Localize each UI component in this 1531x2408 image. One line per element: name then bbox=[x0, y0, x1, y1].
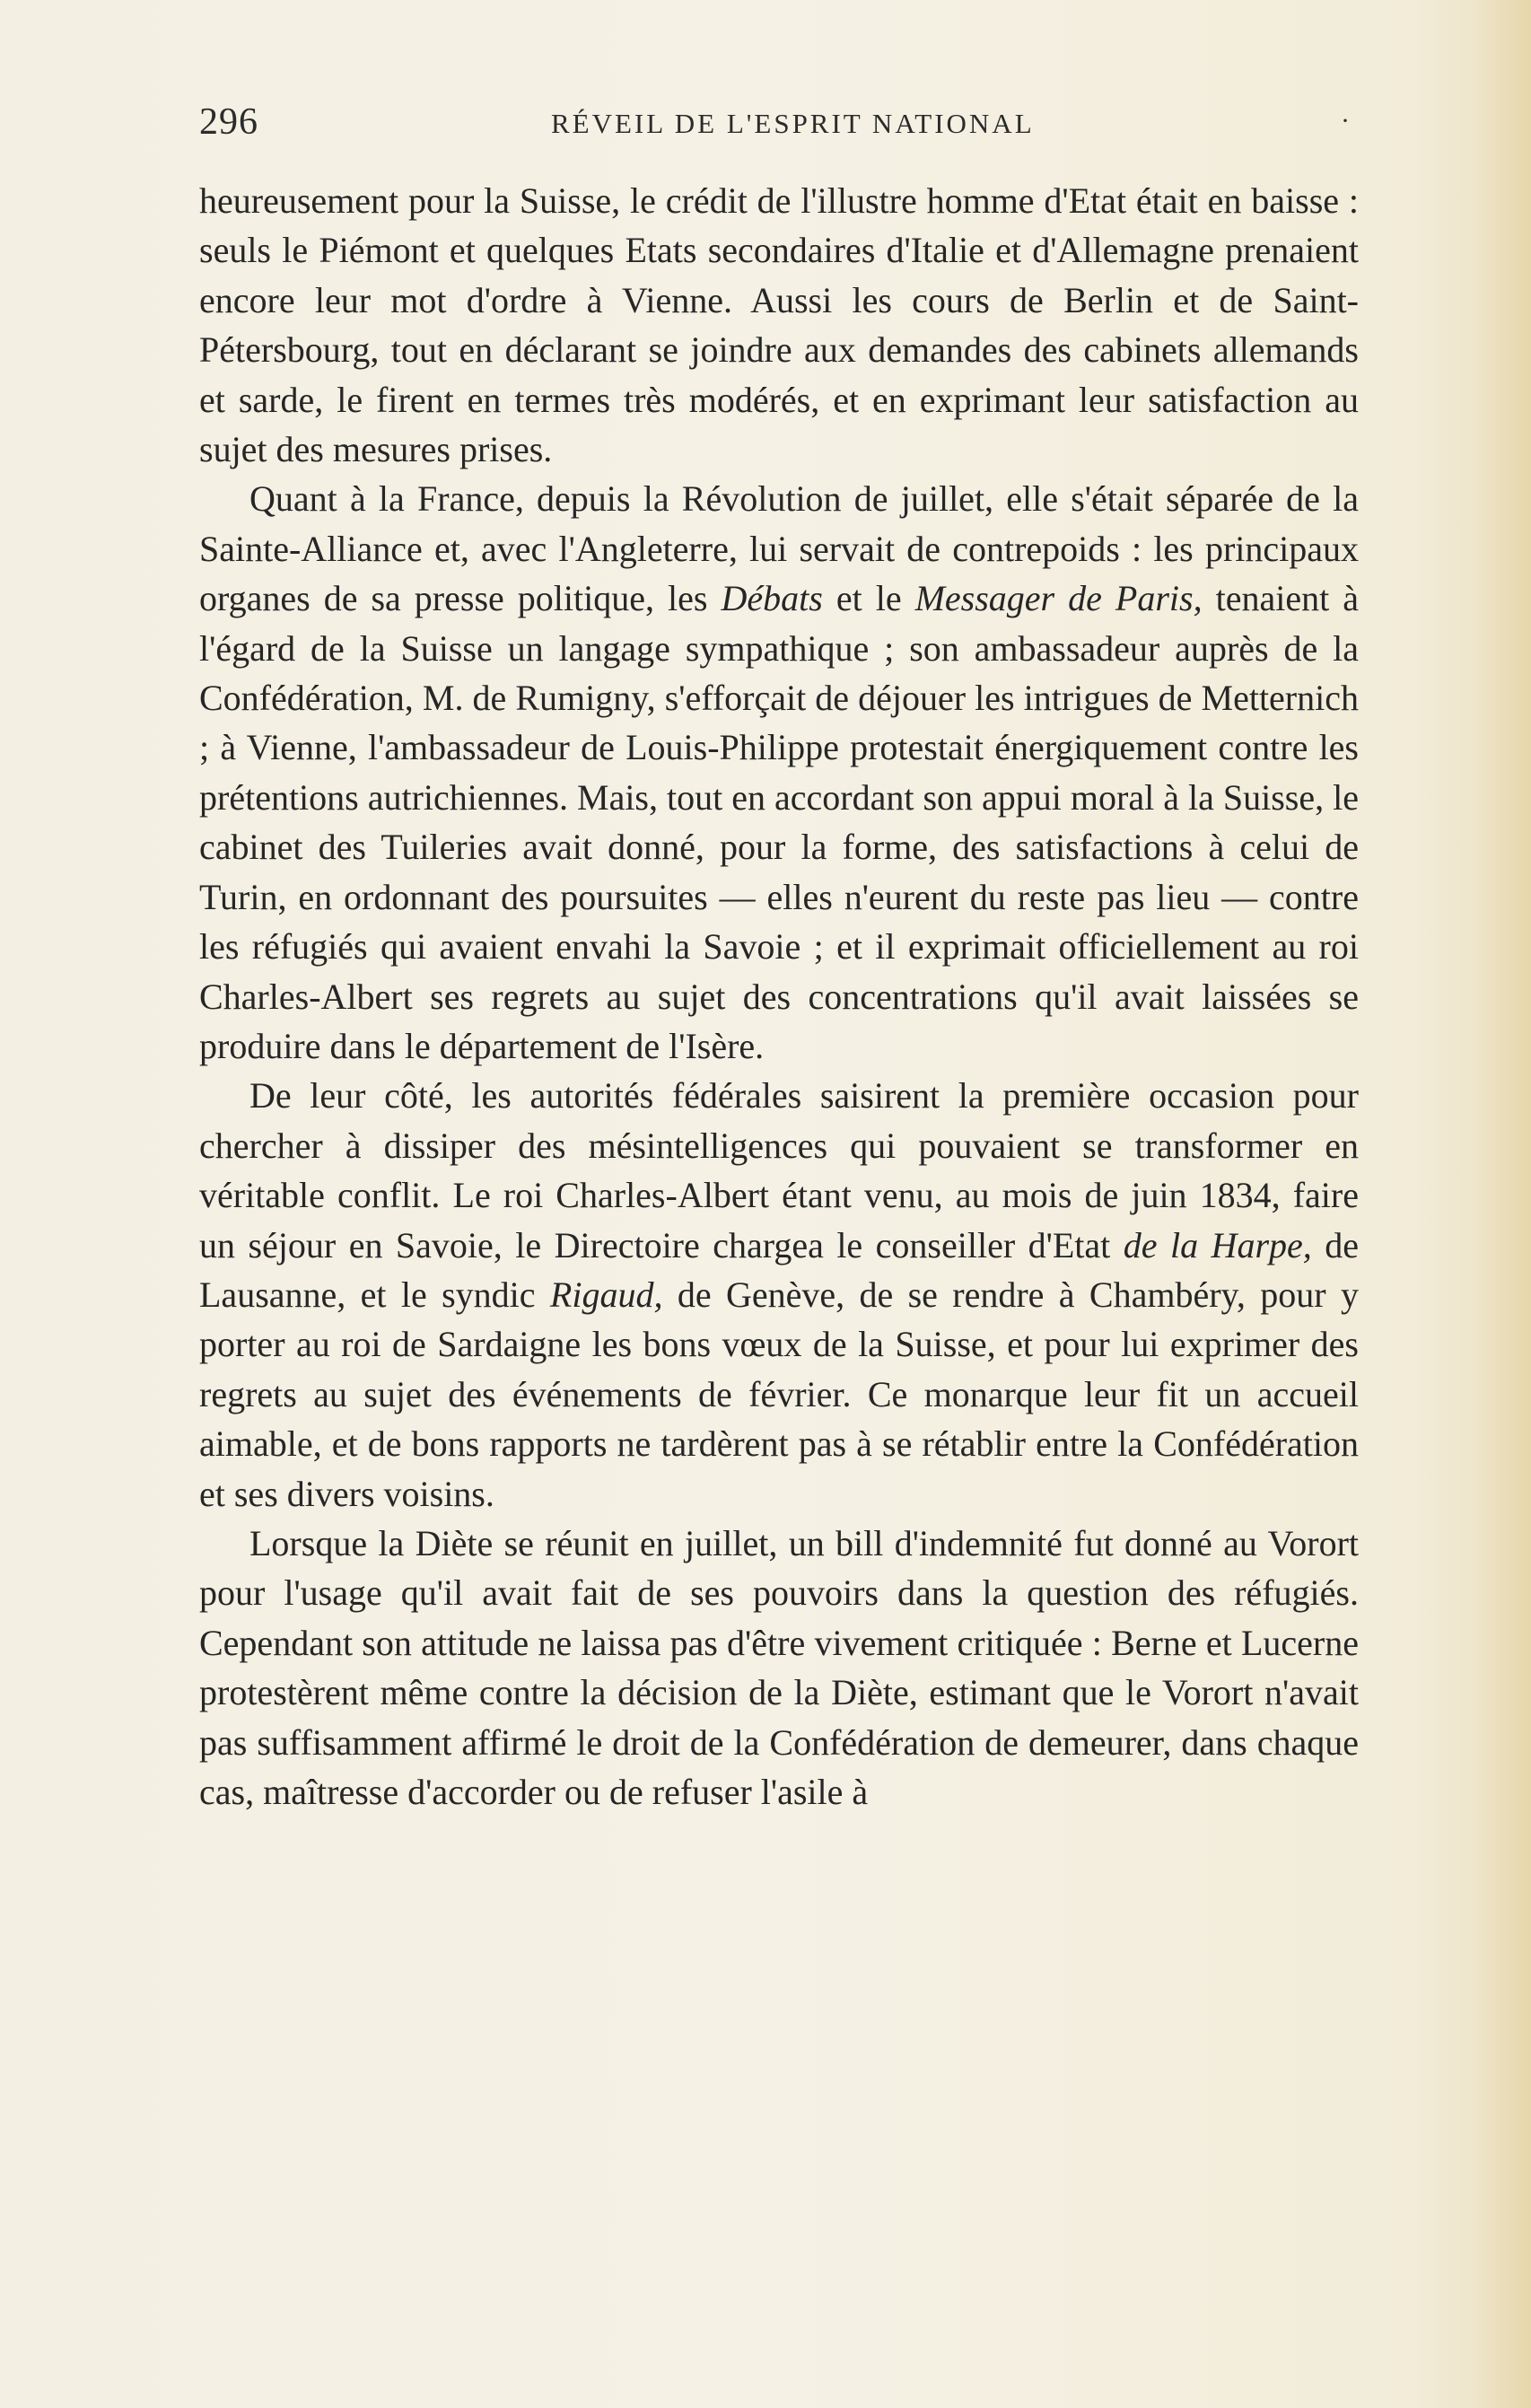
paragraph-2-text-b: et le bbox=[822, 578, 915, 619]
paragraph-1-text: heureusement pour la Suisse, le crédit de l'illustre homme d'Etat était en baisse : seuls le Piémont et quelques Etats secondaires d'Italie et d'Allemagne prenaient encore leur mot d'ordre à Vienne. Aussi les cours de Berlin et de Saint-Pétersbourg, tout en déclarant se joindre aux demandes des cabinets allemands et sarde, le firent en termes très modérés, et en exprimant leur satisfaction au sujet des mesures prises. bbox=[199, 180, 1359, 470]
running-header bbox=[199, 101, 1359, 154]
paragraph-3-text-b: de Lausanne, et le syndic bbox=[199, 1224, 1359, 1315]
paragraph-4 bbox=[199, 1519, 1359, 1817]
paragraph-4-text: Lorsque la Diète se réunit en juillet, un bill d'indemnité fut donné au Vorort pour l'usage qu'il avait fait de ses pouvoirs dans la question des réfugiés. Cependant son attitude ne laissa pas d'être vivement critiquée : Berne et Lucerne protestèrent même contre la décision de la Diète, estimant que le Vorort n'avait pas suffisamment affirmé le droit de la Confédération de demeurer, dans chaque cas, maîtresse d'accorder ou de refuser l'asile à bbox=[199, 1522, 1359, 1812]
italic-messager-de-paris: Messager de Paris, bbox=[914, 578, 1203, 619]
paragraph-2 bbox=[199, 474, 1359, 1071]
paragraph-3-text-c: de Genève, de se rendre à Chambéry, pour y porter au roi de Sardaigne les bons vœux de la Suisse, et pour lui exprimer des regrets au sujet des événements de février. Ce monarque leur fit un accueil aimable, et de bons rapports ne tardèrent pas à se rétablir entre la Confédération et ses divers voisins. bbox=[199, 1274, 1359, 1514]
page-edge-stain bbox=[1477, 0, 1531, 2408]
italic-de-la-harpe: de la Harpe, bbox=[1123, 1224, 1312, 1265]
paragraph-3 bbox=[199, 1071, 1359, 1519]
paragraph-3-text-a: De leur côté, les autorités fédérales saisirent la première occasion pour chercher à dissiper des mésintelligences qui pouvaient se transformer en véritable conflit. Le roi Charles-Albert étant venu, au mois de juin 1834, faire un séjour en Savoie, le Directoire chargea le conseiller d'Etat bbox=[199, 1075, 1359, 1265]
body-text bbox=[199, 176, 1359, 1817]
italic-rigaud: Rigaud, bbox=[549, 1274, 663, 1315]
paragraph-1 bbox=[199, 176, 1359, 474]
page-number: 296 bbox=[199, 101, 258, 143]
paragraph-2-text-a: Quant à la France, depuis la Révolution de juillet, elle s'était séparée de la Sainte-Alliance et, avec l'Angleterre, lui servait de contrepoids : les principaux organes de sa presse politique, les bbox=[199, 478, 1359, 619]
running-title: RÉVEIL DE L'ESPRIT NATIONAL bbox=[551, 108, 1035, 139]
header-dot: · bbox=[1341, 106, 1350, 136]
paragraph-2-text-c: tenaient à l'égard de la Suisse un langage sympathique ; son ambassadeur auprès de la Confédération, M. de Rumigny, s'efforçait de déjouer les intrigues de Metternich ; à Vienne, l'ambassadeur de Louis-Philippe protestait énergiquement contre les prétentions autrichiennes. Mais, tout en accordant son appui moral à la Suisse, le cabinet des Tuileries avait donné, pour la forme, des satisfactions à celui de Turin, en ordonnant des poursuites — elles n'eurent du reste pas lieu — contre les réfugiés qui avaient envahi la Savoie ; et il exprimait officiellement au roi Charles-Albert ses regrets au sujet des concentrations qu'il avait laissées se produire dans le département de l'Isère. bbox=[199, 578, 1359, 1066]
italic-debats: Débats bbox=[721, 578, 823, 619]
